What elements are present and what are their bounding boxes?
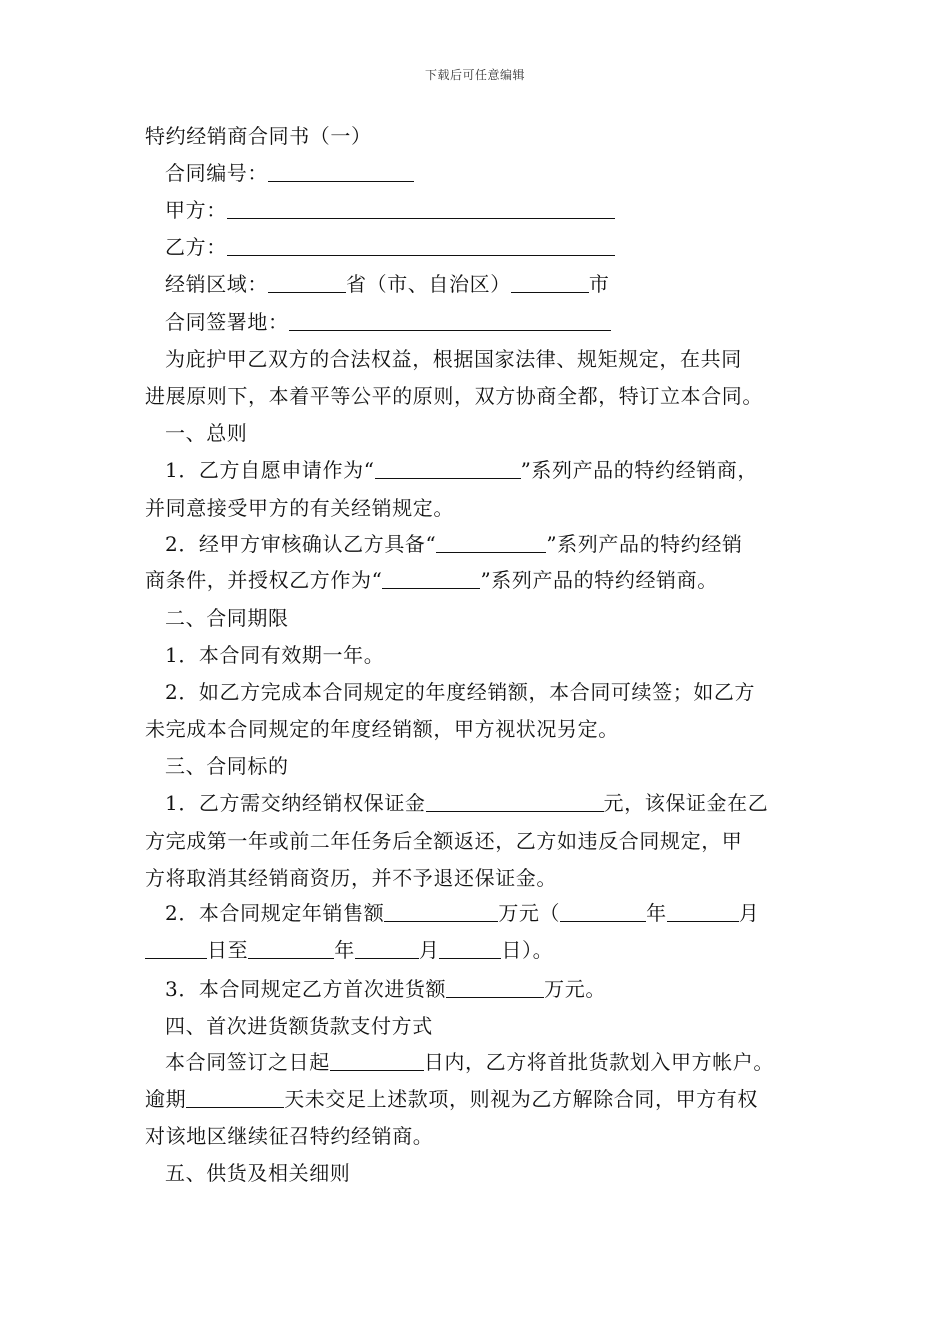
s4-text-d: 天未交足上述款项，则视为乙方解除合同，甲方有权 — [284, 1087, 759, 1111]
s4-line-2 — [145, 1087, 825, 1111]
region-label: 经销区域： — [165, 272, 268, 296]
contract-number-blank[interactable] — [268, 163, 414, 182]
s3-clause-1-text-b: 元，该保证金在乙 — [603, 791, 769, 815]
s1-clause-1-text-b: ”系列产品的特约经销商， — [520, 458, 758, 482]
annual-sales-blank[interactable] — [384, 903, 498, 922]
s3-clause-3-text-b: 万元。 — [544, 977, 606, 1001]
region-province-text: 省（市、自治区） — [346, 272, 511, 296]
product-series-blank-2[interactable] — [436, 534, 546, 553]
region-row — [145, 272, 825, 296]
sign-place-label: 合同签署地： — [165, 310, 289, 334]
contract-number-row — [145, 161, 825, 185]
s4-line-3: 对该地区继续征召特约经销商。 — [145, 1124, 434, 1148]
first-order-amount-blank[interactable] — [446, 979, 544, 998]
s3-clause-2-text-c: 年 — [646, 901, 667, 925]
s1-clause-2-text-b: ”系列产品的特约经销 — [546, 532, 743, 556]
sign-place-row — [145, 310, 825, 334]
s2-clause-1: 1．本合同有效期一年。 — [165, 643, 385, 667]
s3-clause-2-line-2 — [145, 938, 825, 962]
product-series-blank-3[interactable] — [382, 570, 480, 589]
s2-clause-2-line-1: 2．如乙方完成本合同规定的年度经销额，本合同可续签；如乙方 — [165, 680, 756, 704]
end-year-blank[interactable] — [248, 940, 334, 959]
s3-clause-1-line-2: 方完成第一年或前二年任务后全额返还，乙方如违反合同规定，甲 — [145, 829, 743, 853]
s3-clause-2-text-f: 年 — [334, 938, 355, 962]
section-3-heading: 三、合同标的 — [165, 754, 289, 778]
start-year-blank[interactable] — [560, 903, 646, 922]
s1-clause-1-line-1 — [145, 458, 825, 482]
start-day-blank[interactable] — [145, 940, 207, 959]
product-series-blank-1[interactable] — [375, 460, 521, 479]
contract-number-label: 合同编号： — [165, 161, 268, 185]
s3-clause-2-text-b: 万元（ — [498, 901, 561, 925]
deposit-amount-blank[interactable] — [426, 793, 604, 812]
section-5-heading: 五、供货及相关细则 — [165, 1161, 351, 1185]
s1-clause-1-text-a: 1．乙方自愿申请作为“ — [165, 458, 375, 482]
party-b-label: 乙方： — [165, 235, 227, 259]
s3-clause-2-text-d: 月 — [738, 901, 760, 925]
s4-text-a: 本合同签订之日起 — [165, 1050, 330, 1074]
s1-clause-2-text-a: 2．经甲方审核确认乙方具备“ — [165, 532, 437, 556]
section-4-heading: 四、首次进货额货款支付方式 — [165, 1014, 433, 1038]
s3-clause-3 — [145, 977, 825, 1001]
party-b-row — [145, 235, 825, 259]
section-1-heading: 一、总则 — [165, 421, 248, 445]
s3-clause-2-text-a: 2．本合同规定年销售额 — [165, 901, 385, 925]
s2-clause-2-line-2: 未完成本合同规定的年度经销额，甲方视状况另定。 — [145, 717, 619, 741]
end-month-blank[interactable] — [355, 940, 419, 959]
overdue-days-blank[interactable] — [186, 1089, 284, 1108]
page-header: 下载后可任意编辑 — [424, 68, 525, 82]
s4-text-b: 日内，乙方将首批货款划入甲方帐户。 — [423, 1050, 775, 1074]
s1-clause-2-text-c: 商条件，并授权乙方作为“ — [145, 568, 383, 592]
end-day-blank[interactable] — [439, 940, 501, 959]
party-a-label: 甲方： — [165, 198, 227, 222]
sign-place-blank[interactable] — [289, 312, 611, 331]
s3-clause-2-text-g: 月 — [418, 938, 440, 962]
s1-clause-2-line-2 — [145, 568, 825, 592]
party-b-blank[interactable] — [227, 237, 615, 256]
s3-clause-2-text-e: 日至 — [207, 938, 249, 962]
s1-clause-1-line-2: 并同意接受甲方的有关经销规定。 — [145, 496, 454, 520]
s4-line-1 — [145, 1050, 825, 1074]
s3-clause-1-line-1 — [145, 791, 825, 815]
s3-clause-2-text-h: 日）。 — [501, 938, 554, 962]
payment-days-blank[interactable] — [330, 1052, 424, 1071]
s4-text-c: 逾期 — [145, 1087, 187, 1111]
intro-line-2: 进展原则下，本着平等公平的原则，双方协商全都，特订立本合同。 — [145, 384, 763, 408]
party-a-row — [145, 198, 825, 222]
s3-clause-2-line-1 — [145, 901, 825, 925]
s1-clause-2-line-1 — [145, 532, 825, 556]
document-title: 特约经销商合同书（一） — [145, 124, 372, 148]
province-blank[interactable] — [268, 274, 346, 293]
s3-clause-1-line-3: 方将取消其经销商资历，并不予退还保证金。 — [145, 866, 557, 890]
intro-line-1: 为庇护甲乙双方的合法权益，根据国家法律、规矩规定，在共同 — [165, 347, 742, 371]
party-a-blank[interactable] — [227, 200, 615, 219]
s1-clause-2-text-d: ”系列产品的特约经销商。 — [480, 568, 718, 592]
start-month-blank[interactable] — [667, 903, 739, 922]
region-city-text: 市 — [588, 272, 610, 296]
city-blank[interactable] — [511, 274, 589, 293]
s3-clause-3-text-a: 3．本合同规定乙方首次进货额 — [165, 977, 447, 1001]
section-2-heading: 二、合同期限 — [165, 606, 289, 630]
s3-clause-1-text-a: 1．乙方需交纳经销权保证金 — [165, 791, 426, 815]
